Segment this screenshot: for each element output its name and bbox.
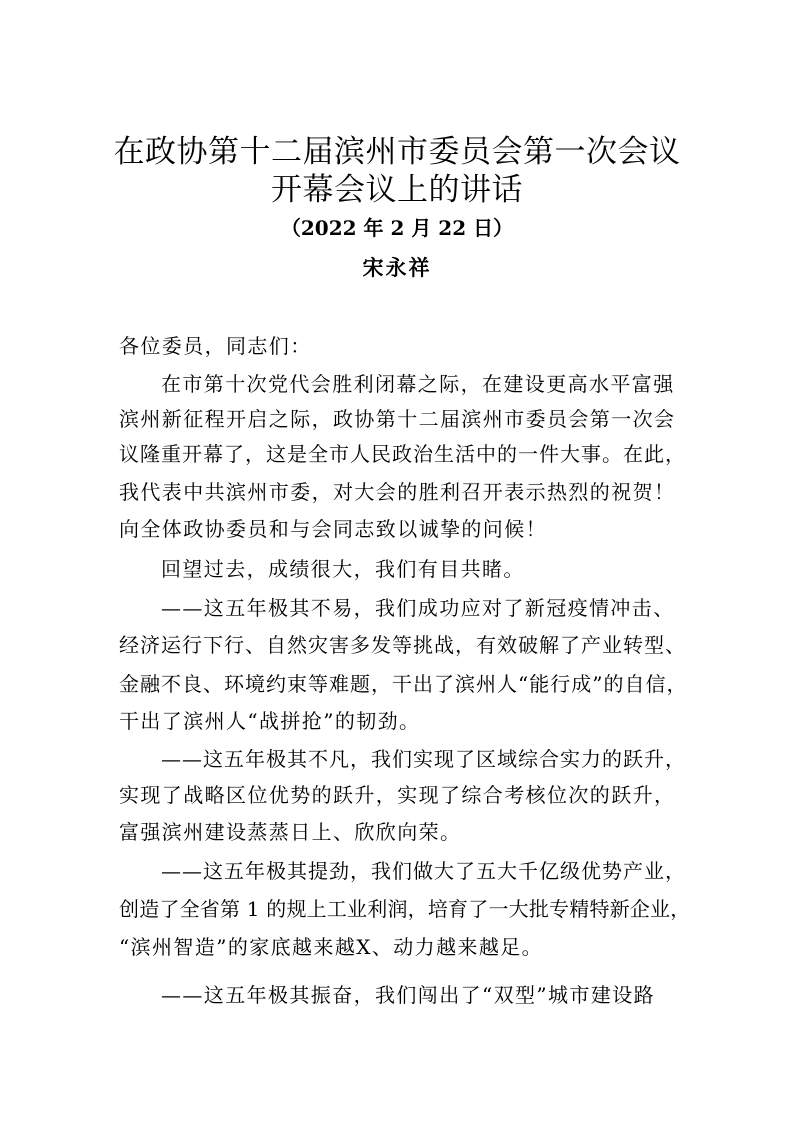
body-line: 经济运行下行、自然灾害多发等挑战，有效破解了产业转型、 xyxy=(119,633,686,657)
salutation: 各位委员，同志们： xyxy=(119,334,312,358)
body-line: 我代表中共滨州市委，对大会的胜利召开表示热烈的祝贺！ xyxy=(119,480,676,504)
body-line: ——这五年极其不凡，我们实现了区域综合实力的跃升， xyxy=(161,747,686,771)
body-line: 实现了战略区位优势的跃升，实现了综合考核位次的跃升， xyxy=(119,783,676,807)
body-line: 议隆重开幕了，这是全市人民政治生活中的一件大事。在此， xyxy=(119,442,686,466)
body-line: ——这五年极其提劲，我们做大了五大千亿级优势产业， xyxy=(161,859,686,883)
body-line: 干出了滨州人“战拼抢”的韧劲。 xyxy=(119,709,421,733)
body-line: 滨州新征程开启之际，政协第十二届滨州市委员会第一次会 xyxy=(119,407,676,431)
document-title-line-1: 在政协第十二届滨州市委员会第一次会议 xyxy=(113,134,681,170)
body-line: 创造了全省第 1 的规上工业利润，培育了一大批专精特新企业， xyxy=(119,897,691,921)
document-title-line-2: 开幕会议上的讲话 xyxy=(271,172,523,208)
body-line: 向全体政协委员和与会同志致以诚挚的问候！ xyxy=(119,517,547,541)
body-line: 金融不良、环境约束等难题，干出了滨州人“能行成”的自信， xyxy=(119,672,688,696)
body-line: ——这五年极其不易，我们成功应对了新冠疫情冲击、 xyxy=(161,596,675,620)
speaker-name: 宋永祥 xyxy=(362,256,432,280)
body-line: ——这五年极其振奋，我们闯出了“双型”城市建设路 xyxy=(161,983,656,1007)
body-line: 在市第十次党代会胜利闭幕之际，在建设更高水平富强 xyxy=(161,372,675,396)
body-line: 富强滨州建设蒸蒸日上、欣欣向荣。 xyxy=(119,820,462,844)
body-line: 回望过去，成绩很大，我们有目共睹。 xyxy=(161,557,525,581)
body-line: “滨州智造”的家底越来越X、动力越来越足。 xyxy=(119,935,544,959)
speech-date: （2022 年 2 月 22 日） xyxy=(280,216,514,240)
